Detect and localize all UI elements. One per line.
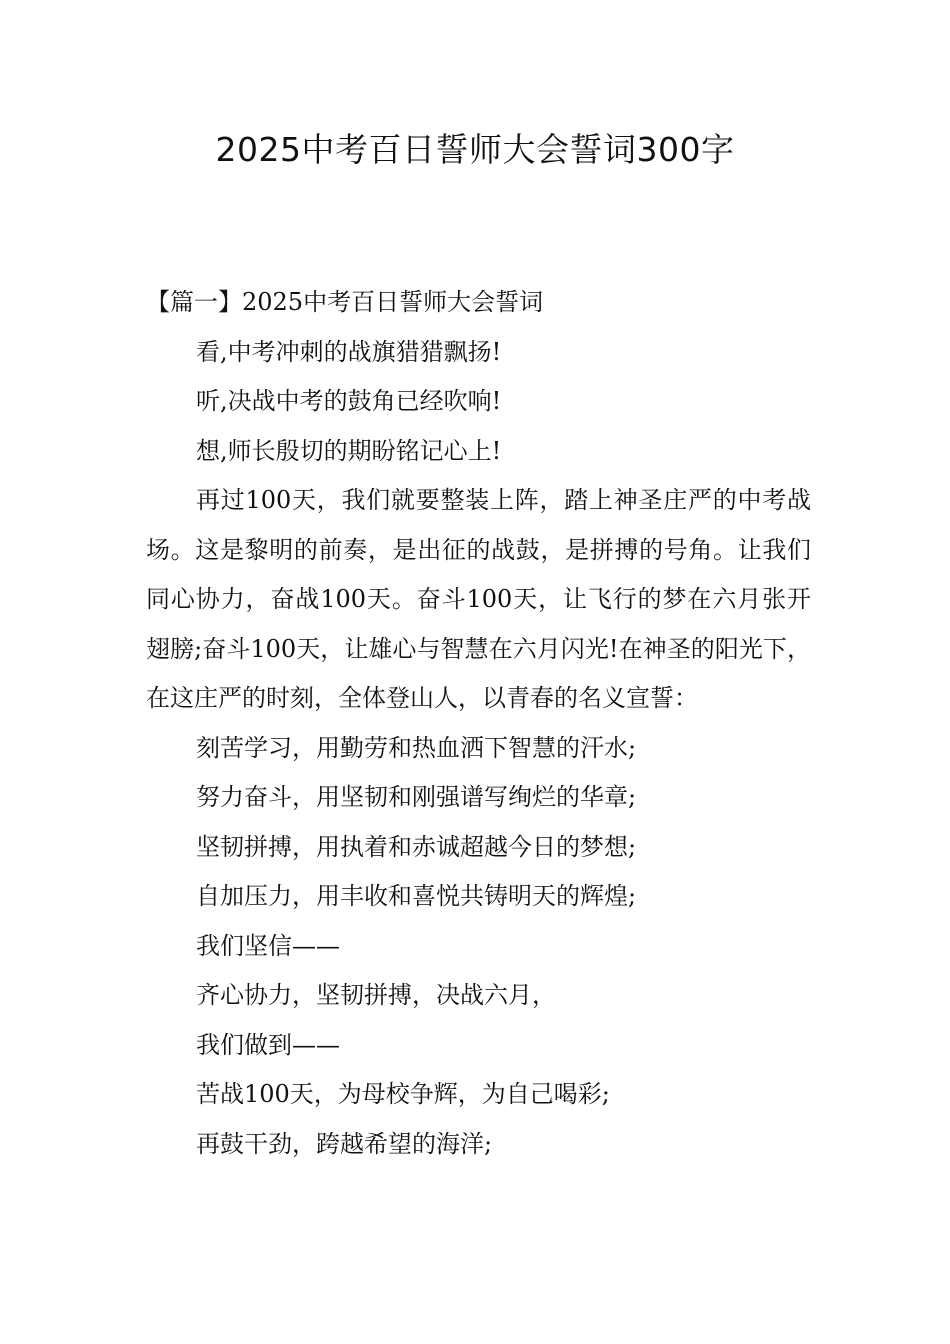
oath-line: 我们做到—— (196, 1030, 340, 1059)
oath-line: 坚韧拼搏，用执着和赤诚超越今日的梦想; (196, 832, 637, 861)
oath-line: 苦战100天，为母校争辉，为自己喝彩; (196, 1080, 610, 1108)
intro-line: 听,决战中考的鼓角已经吹响! (196, 387, 502, 415)
intro-line: 想,师长殷切的期盼铭记心上! (196, 436, 502, 465)
oath-line: 努力奋斗，用坚韧和刚强谱写绚烂的华章; (196, 783, 637, 811)
oath-line: 齐心协力，坚韧拼搏，决战六月， (196, 981, 556, 1009)
oath-line: 自加压力，用丰收和喜悦共铸明天的辉煌; (196, 882, 637, 910)
main-paragraph: 再过100天，我们就要整装上阵，踏上神圣庄严的中考战场。这是黎明的前奏，是出征的战鼓，是拼搏的号角。让我们同心协力，奋战100天。奋斗100天，让飞行的梦在六月张开翅膀;奋斗100天，让雄心与智慧在六月闪光!在神圣的阳光下，在这庄严的时刻，全体登山人，以青春的名义宣誓： (146, 486, 811, 712)
oath-line: 再鼓干劲，跨越希望的海洋; (196, 1129, 493, 1158)
document-title: 2025中考百日誓师大会誓词300字 (215, 130, 735, 169)
oath-line: 刻苦学习，用勤劳和热血洒下智慧的汗水; (196, 733, 637, 762)
section-heading: 【篇一】2025中考百日誓师大会誓词 (146, 288, 544, 316)
document-body (146, 278, 811, 1169)
intro-line: 看,中考冲刺的战旗猎猎飘扬! (196, 337, 502, 366)
oath-line: 我们坚信—— (196, 931, 340, 960)
